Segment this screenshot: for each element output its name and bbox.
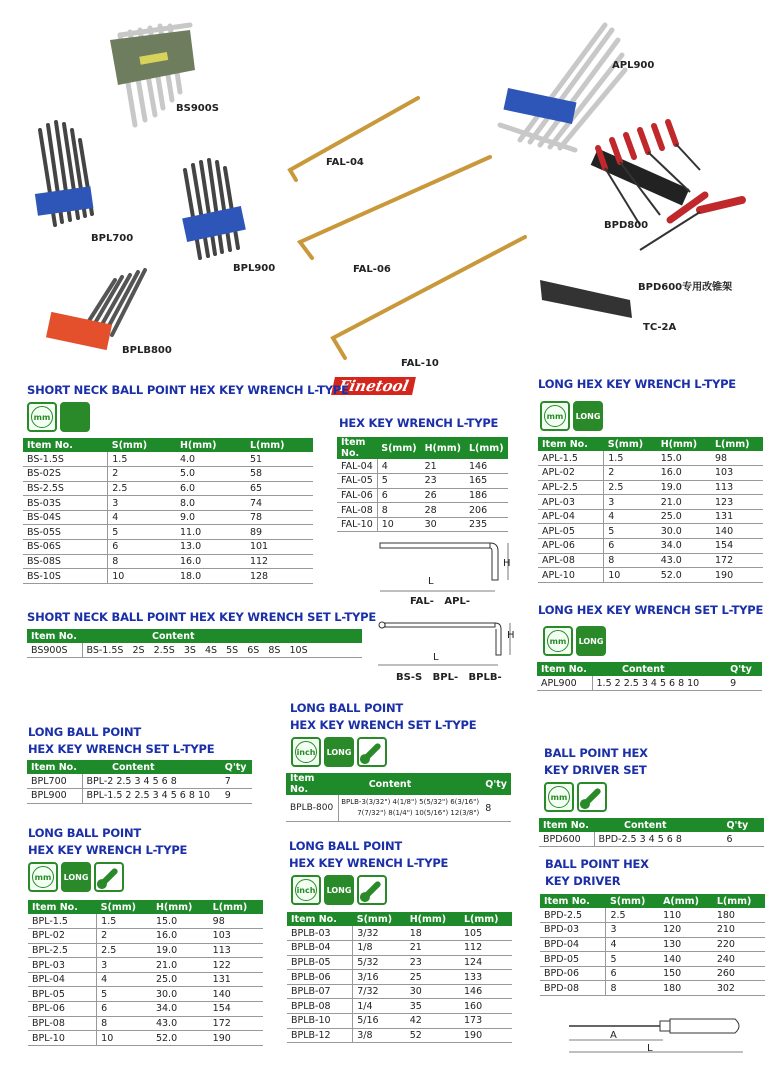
tc2a-image — [540, 280, 632, 318]
table-row: BPL-08 8 43.0 172 — [28, 1016, 263, 1031]
table-row: BPL-10 10 52.0 190 — [28, 1031, 263, 1046]
table-row: BS-04S 4 9.0 78 — [23, 510, 313, 525]
table-row: BPD600 BPD-2.5 3 4 5 6 8 6 — [539, 832, 764, 847]
sec10-title-2: HEX KEY WRENCH L-TYPE — [289, 856, 449, 870]
table-row: BS-08S 8 16.0 112 — [23, 554, 313, 569]
table-row: BPL-04 4 25.0 131 — [28, 972, 263, 987]
apl900-image — [500, 25, 625, 150]
table-row: BPL-02 2 16.0 103 — [28, 929, 263, 944]
long-icon: LONG — [324, 737, 354, 767]
table-row: BPL-06 6 34.0 154 — [28, 1002, 263, 1017]
table-row: BS-03S 3 8.0 74 — [23, 496, 313, 511]
table-row: BS-1.5S 1.5 4.0 51 — [23, 452, 313, 467]
table-row: BPLB-07 7/32 30 146 — [287, 984, 512, 999]
bplb800-caption: BPLB800 — [122, 345, 172, 356]
sec1-title: SHORT NECK BALL POINT HEX KEY WRENCH L-TYPE — [27, 383, 349, 397]
sec1-table: Item No. S(mm) H(mm) L(mm) BS-1.5S 1.5 4.0 51 BS-02S 2 5.0 58 BS-2.5S 2.5 6.0 65 BS-03S 3 8.0 74 BS-04S 4 9.0 78 BS-05S 5 11.0 89 BS-06S 6 13.0 101 BS-08S 8 16.0 112 BS-10S 10 18.0 128 — [23, 438, 313, 584]
inch-icon: inch — [291, 875, 321, 905]
table-row: BPD-05 5 140 240 — [540, 952, 765, 967]
table-row: BPLB-03 3/32 18 105 — [287, 926, 512, 941]
diag2-h-label: H — [507, 630, 515, 641]
sec6-table: Item No. Content Q'ty BPL700 BPL-2 2.5 3 4 5 6 8 7 BPL900 BPL-1.5 2 2.5 3 4 5 6 8 10 9 — [27, 760, 252, 804]
table-row: BS-06S 6 13.0 101 — [23, 540, 313, 555]
bpl700-caption: BPL700 — [91, 233, 134, 244]
apl900-caption: APL900 — [612, 60, 655, 71]
sec2-table: Item No. S(mm) H(mm) L(mm) FAL-04 4 21 146 FAL-05 5 23 165 FAL-06 6 26 186 FAL-08 8 28 206 FAL-10 10 30 235 — [337, 437, 508, 532]
long-icon: LONG — [324, 875, 354, 905]
table-row: FAL-06 6 26 186 — [337, 488, 508, 503]
diagram-ball-point — [370, 615, 520, 675]
table-row: APL900 1.5 2 2.5 3 4 5 6 8 10 9 — [537, 676, 762, 691]
sec10-table: Item No. S(mm) H(mm) L(mm) BPLB-03 3/32 18 105 BPLB-04 1/8 21 112 BPLB-05 5/32 23 124 BPLB-06 3/16 25 133 BPLB-07 7/32 30 146 BPLB-08 1/4 35 160 BPLB-10 5/16 42 173 BPLB-12 3/8 52 190 — [287, 912, 512, 1043]
long-icon: LONG — [573, 401, 603, 431]
table-row: APL-2.5 2.5 19.0 113 — [538, 480, 763, 495]
bpl900-caption: BPL900 — [233, 263, 276, 274]
diag1-l-label: L — [428, 576, 434, 587]
table-row: BS-2.5S 2.5 6.0 65 — [23, 481, 313, 496]
table-row: FAL-04 4 21 146 — [337, 459, 508, 474]
long-icon: LONG — [576, 626, 606, 656]
sec7-table: Item No. Content Q'ty BPLB-800 BPLB-3(3/32") 4(1/8") 5(5/32") 6(3/16") 7(7/32") 8(1/4") 10(5/16") 12(3/8") 8 — [286, 773, 511, 822]
table-row: BPL-1.5 1.5 15.0 98 — [28, 914, 263, 929]
table-row: APL-02 2 16.0 103 — [538, 466, 763, 481]
table-row: BS900S BS-1.5S 2S 2.5S 3S 4S 5S 6S 8S 10S — [27, 643, 362, 658]
table-row: BPD-2.5 2.5 110 180 — [540, 908, 765, 923]
sec6-title-1: LONG BALL POINT — [28, 725, 142, 739]
diag1-caption: FAL- APL- — [410, 596, 470, 607]
sec8-title-1: BALL POINT HEX — [544, 746, 648, 760]
sec7-title-1: LONG BALL POINT — [290, 701, 404, 715]
table-row: APL-04 4 25.0 131 — [538, 509, 763, 524]
mm-icon: mm — [540, 401, 570, 431]
table-row: BS-05S 5 11.0 89 — [23, 525, 313, 540]
sec9-title-1: LONG BALL POINT — [28, 826, 142, 840]
table-row: BPD-04 4 130 220 — [540, 937, 765, 952]
table-row: BPLB-10 5/16 42 173 — [287, 1014, 512, 1029]
sec7-icons — [291, 737, 387, 767]
hex-icon — [60, 402, 90, 432]
diag3-l-label: L — [647, 1043, 653, 1054]
diag2-caption: BS-S BPL- BPLB- — [396, 672, 502, 683]
sec5-title: LONG HEX KEY WRENCH SET L-TYPE — [538, 603, 764, 617]
sec1-icons — [27, 402, 90, 432]
table-row: FAL-05 5 23 165 — [337, 474, 508, 489]
table-row: BPLB-12 3/8 52 190 — [287, 1028, 512, 1043]
sec8-title-2: KEY DRIVER SET — [544, 763, 647, 777]
sec2-title: HEX KEY WRENCH L-TYPE — [339, 416, 499, 430]
bs900s-caption: BS900S — [176, 103, 219, 114]
table-row: BS-10S 10 18.0 128 — [23, 569, 313, 584]
table-row: BPD-06 6 150 260 — [540, 966, 765, 981]
sec11-title-1: BALL POINT HEX — [545, 857, 649, 871]
table-row: BPL-2.5 2.5 19.0 113 — [28, 943, 263, 958]
fal-wrenches-image — [290, 98, 525, 358]
sec10-icons — [291, 875, 387, 905]
ball-point-icon — [357, 737, 387, 767]
mm-icon: mm — [27, 402, 57, 432]
diag1-h-label: H — [503, 558, 511, 569]
table-row: BPLB-08 1/4 35 160 — [287, 999, 512, 1014]
diag2-l-label: L — [433, 652, 439, 663]
tc2a-caption: TC-2A — [643, 322, 677, 333]
ball-point-icon — [577, 782, 607, 812]
diag3-a-label: A — [610, 1030, 617, 1041]
bpd800-caption: BPD800 — [604, 220, 649, 231]
table-row: BPLB-06 3/16 25 133 — [287, 970, 512, 985]
table-row: APL-08 8 43.0 172 — [538, 553, 763, 568]
table-row: BPL-05 5 30.0 140 — [28, 987, 263, 1002]
table-row: BPL700 BPL-2 2.5 3 4 5 6 8 7 — [27, 774, 252, 789]
table-row: BPL-03 3 21.0 122 — [28, 958, 263, 973]
sec5-icons — [543, 626, 606, 656]
product-photos — [0, 0, 775, 375]
table-row: APL-10 10 52.0 190 — [538, 568, 763, 583]
fal04-caption: FAL-04 — [326, 157, 364, 168]
table-row: BPLB-05 5/32 23 124 — [287, 955, 512, 970]
table-row: FAL-08 8 28 206 — [337, 503, 508, 518]
sec3-title: LONG HEX KEY WRENCH L-TYPE — [538, 377, 736, 391]
ball-point-icon — [94, 862, 124, 892]
table-row: APL-05 5 30.0 140 — [538, 524, 763, 539]
sec5-table: Item No. Content Q'ty APL900 1.5 2 2.5 3 4 5 6 8 10 9 — [537, 662, 762, 691]
table-row: BPD-03 3 120 210 — [540, 923, 765, 938]
long-icon: LONG — [61, 862, 91, 892]
mm-icon: mm — [544, 782, 574, 812]
table-row: BPLB-04 1/8 21 112 — [287, 941, 512, 956]
sec3-icons — [540, 401, 603, 431]
sec9-title-2: HEX KEY WRENCH L-TYPE — [28, 843, 188, 857]
fal10-caption: FAL-10 — [401, 358, 439, 369]
sec3-table: Item No. S(mm) H(mm) L(mm) APL-1.5 1.5 15.0 98 APL-02 2 16.0 103 APL-2.5 2.5 19.0 113 APL-03 3 21.0 123 APL-04 4 25.0 131 APL-05 5 30.0 140 APL-06 6 34.0 154 APL-08 8 43.0 172 APL-10 10 52.0 190 — [538, 437, 763, 583]
table-row: APL-1.5 1.5 15.0 98 — [538, 451, 763, 466]
sec10-title-1: LONG BALL POINT — [289, 839, 403, 853]
sec11-title-2: KEY DRIVER — [545, 874, 621, 888]
sec4-table: Item No. Content BS900S BS-1.5S 2S 2.5S 3S 4S 5S 6S 8S 10S — [27, 629, 362, 658]
table-row: FAL-10 10 30 235 — [337, 517, 508, 532]
table-row: BS-02S 2 5.0 58 — [23, 467, 313, 482]
sec9-table: Item No. S(mm) H(mm) L(mm) BPL-1.5 1.5 15.0 98 BPL-02 2 16.0 103 BPL-2.5 2.5 19.0 113 BPL-03 3 21.0 122 BPL-04 4 25.0 131 BPL-05 5 30.0 140 BPL-06 6 34.0 154 BPL-08 8 43.0 172 BPL-10 10 52.0 190 — [28, 900, 263, 1046]
table-row: BPD-08 8 180 302 — [540, 981, 765, 996]
sec8-icons — [544, 782, 607, 812]
sec11-table: Item No. S(mm) A(mm) L(mm) BPD-2.5 2.5 110 180 BPD-03 3 120 210 BPD-04 4 130 220 BPD-05 5 140 240 BPD-06 6 150 260 BPD-08 8 180 302 — [540, 894, 765, 996]
diagram-driver — [565, 1012, 760, 1062]
table-row: APL-03 3 21.0 123 — [538, 495, 763, 510]
sec6-title-2: HEX KEY WRENCH SET L-TYPE — [28, 742, 215, 756]
table-row: BPL900 BPL-1.5 2 2.5 3 4 5 6 8 10 9 — [27, 789, 252, 804]
table-row: APL-06 6 34.0 154 — [538, 539, 763, 554]
brand-logo: Finetool — [331, 377, 416, 395]
sec9-icons — [28, 862, 124, 892]
bpd600-caption: BPD600专用改锥架 — [638, 282, 733, 293]
sec8-table: Item No. Content Q'ty BPD600 BPD-2.5 3 4 5 6 8 6 — [539, 818, 764, 847]
ball-point-icon — [357, 875, 387, 905]
mm-icon: mm — [28, 862, 58, 892]
fal06-caption: FAL-06 — [353, 264, 391, 275]
mm-icon: mm — [543, 626, 573, 656]
inch-icon: inch — [291, 737, 321, 767]
table-row: BPLB-800 BPLB-3(3/32") 4(1/8") 5(5/32") 6(3/16") 7(7/32") 8(1/4") 10(5/16") 12(3/8") 8 — [286, 795, 511, 822]
sec7-title-2: HEX KEY WRENCH SET L-TYPE — [290, 718, 477, 732]
sec4-title: SHORT NECK BALL POINT HEX KEY WRENCH SET L-TYPE — [27, 610, 376, 624]
